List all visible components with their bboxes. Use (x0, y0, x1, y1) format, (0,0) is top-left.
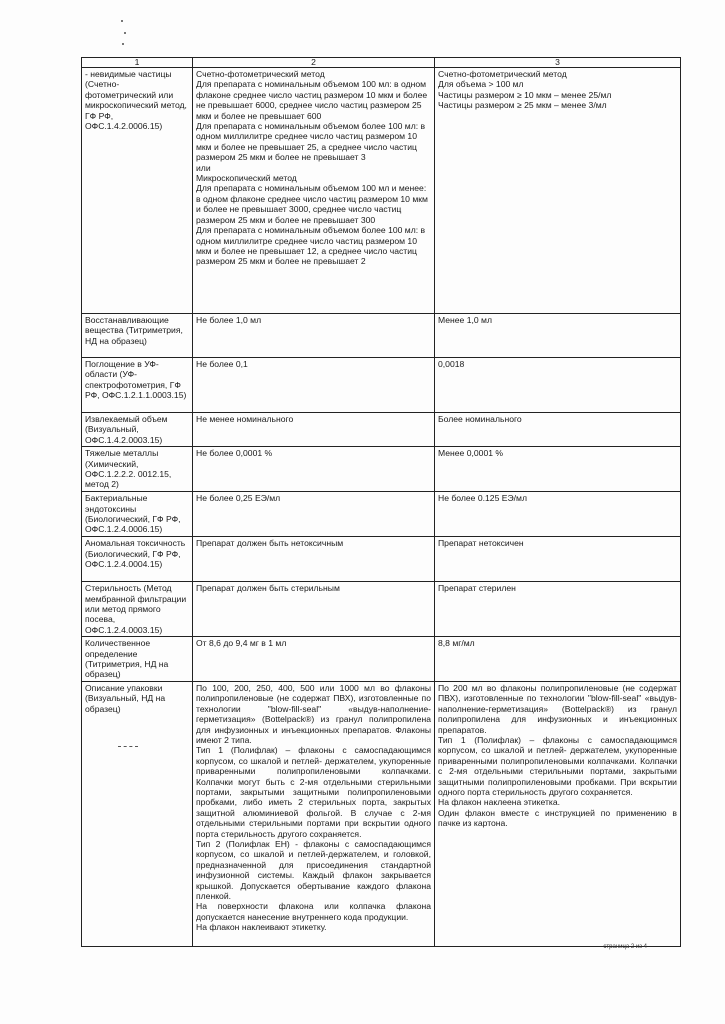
table-row (82, 637, 681, 682)
result-cell: Не более 0.125 ЕЭ/мл (435, 492, 681, 537)
page-number: страница 2 из 4 (603, 944, 647, 950)
table-row (82, 492, 681, 537)
table-row (82, 314, 681, 358)
result-cell: Препарат нетоксичен (435, 537, 681, 582)
header-row (82, 58, 681, 68)
table-row (82, 537, 681, 582)
scan-dash-mark (118, 746, 138, 747)
requirement-cell: Счетно-фотометрический метод Для препарата с номинальным объемом 100 мл: в одном флаконе среднее число частиц размером 10 мкм и более не превышает 6000, среднее число частиц размером 25 мкм и более не превышает 600 Для препарата с номинальным объемом более 100 мл: в одном миллилитре среднее число частиц размером 10 мкм и более не превышает 25, а среднее число частиц размером 25 мкм и более не превышает 3 или Микроскопический метод Для препарата с номинальным объемом 100 мл и менее: в одном флаконе среднее число частиц размером 10 мкм и более не превышает 3000, среднее число частиц размером 25 мкм и более не превышает 300 Для препарата с номинальным объемом более 100 мл: в одном миллилитре среднее число частиц размером 10 мкм и более не превышает 12, а среднее число частиц размером 25 мкм и более не превышает 2 (193, 68, 435, 314)
result-cell: По 200 мл во флаконы полипропиленовые (не содержат ПВХ), изготовленные по технологии "blow-fill-seal" «выдув-наполнение-герметизация» (Bottelpack®) из гранул полипропилена для инфузионных и инъекционных препаратов. Тип 1 (Полифлак) – флаконы с самоспадающимся корпусом, со шкалой и петлей- держателем, укупоренные приваренными полипропиленовыми колпачками. Колпачки с 2-мя отдельными стерильными портами, закрытыми защитными полипропиленовыми пробками. При вскрытии одного порта стерильность другого сохраняется. На флакон наклеена этикетка. Один флакон вместе с инструкцией по применению в пачке из картона. (435, 681, 681, 946)
parameter-cell: Аномальная токсичность (Биологический, ГФ РФ, ОФС.1.2.4.0004.15) (82, 537, 193, 582)
parameter-cell: Описание упаковки (Визуальный, НД на образец) (82, 681, 193, 946)
table-row (82, 447, 681, 492)
specification-table (81, 57, 681, 947)
requirement-cell: Не более 1,0 мл (193, 314, 435, 358)
requirement-cell: Препарат должен быть стерильным (193, 582, 435, 637)
parameter-cell: Бактериальные эндотоксины (Биологический, ГФ РФ, ОФС.1.2.4.0006.15) (82, 492, 193, 537)
result-cell: 0,0018 (435, 358, 681, 413)
table-row (82, 68, 681, 314)
table-row (82, 582, 681, 637)
result-cell: 8,8 мг/мл (435, 637, 681, 682)
result-cell: Более номинального (435, 413, 681, 447)
result-cell: Менее 0,0001 % (435, 447, 681, 492)
requirement-cell: Препарат должен быть нетоксичным (193, 537, 435, 582)
result-cell: Препарат стерилен (435, 582, 681, 637)
header-col-3: 3 (435, 58, 681, 68)
requirement-cell: Не более 0,1 (193, 358, 435, 413)
parameter-cell: Извлекаемый объем (Визуальный, ОФС.1.4.2.0003.15) (82, 413, 193, 447)
parameter-cell: Тяжелые металлы (Химический, ОФС.1.2.2.2. 0012.15, метод 2) (82, 447, 193, 492)
table-row (82, 413, 681, 447)
result-cell: Счетно-фотометрический метод Для объема > 100 мл Частицы размером ≥ 10 мкм – менее 25/мл Частицы размером ≥ 25 мкм – менее 3/мл (435, 68, 681, 314)
header-col-1: 1 (82, 58, 193, 68)
scan-specks (120, 18, 130, 48)
requirement-cell: По 100, 200, 250, 400, 500 или 1000 мл во флаконы полипропиленовые (не содержат ПВХ), изготовленные по технологии "blow-fill-seal" «выдув-наполнение-герметизация» (Bottelpack®) из гранул полипропилена для инфузионных и инъекционных препаратов. Флаконы имеют 2 типа. Тип 1 (Полифлак) – флаконы с самоспадающимся корпусом, со шкалой и петлей- держателем, укупоренные приваренными полипропиленовыми колпачками. Колпачки могут быть с 2-мя отдельными стерильными портами, закрытыми защитными полипропиленовыми пробками, либо иметь 2 стерильных порта, закрытых защитной алюминиевой фольгой. В случае с 2-мя отдельными стерильными портами при вскрытии одного порта стерильность другого сохраняется. Тип 2 (Полифлак ЕН) - флаконы с самоспадающимся корпусом, со шкалой и петлей-держателем, и головкой, предназначенной для присоединения стандартной инфузионной системы. Каждый флакон закрывается крышкой. Допускается обертывание каждого флакона пленкой. На поверхности флакона или колпачка флакона допускается нанесение внутреннего кода продукции. На флакон наклеивают этикетку. (193, 681, 435, 946)
requirement-cell: От 8,6 до 9,4 мг в 1 мл (193, 637, 435, 682)
table-row (82, 681, 681, 946)
header-col-2: 2 (193, 58, 435, 68)
table-row (82, 358, 681, 413)
parameter-cell: Поглощение в УФ-области (УФ-спектрофотометрия, ГФ РФ, ОФС.1.2.1.1.0003.15) (82, 358, 193, 413)
requirement-cell: Не менее номинального (193, 413, 435, 447)
result-cell: Менее 1,0 мл (435, 314, 681, 358)
requirement-cell: Не более 0,25 ЕЭ/мл (193, 492, 435, 537)
parameter-cell: - невидимые частицы (Счетно-фотометрический или микроскопический метод, ГФ РФ, ОФС.1.4.2.0006.15) (82, 68, 193, 314)
parameter-cell: Стерильность (Метод мембранной фильтрации или метод прямого посева, ОФС.1.2.4.0003.15) (82, 582, 193, 637)
parameter-cell: Количественное определение (Титриметрия, НД на образец) (82, 637, 193, 682)
requirement-cell: Не более 0,0001 % (193, 447, 435, 492)
parameter-cell: Восстанавливающие вещества (Титриметрия, НД на образец) (82, 314, 193, 358)
